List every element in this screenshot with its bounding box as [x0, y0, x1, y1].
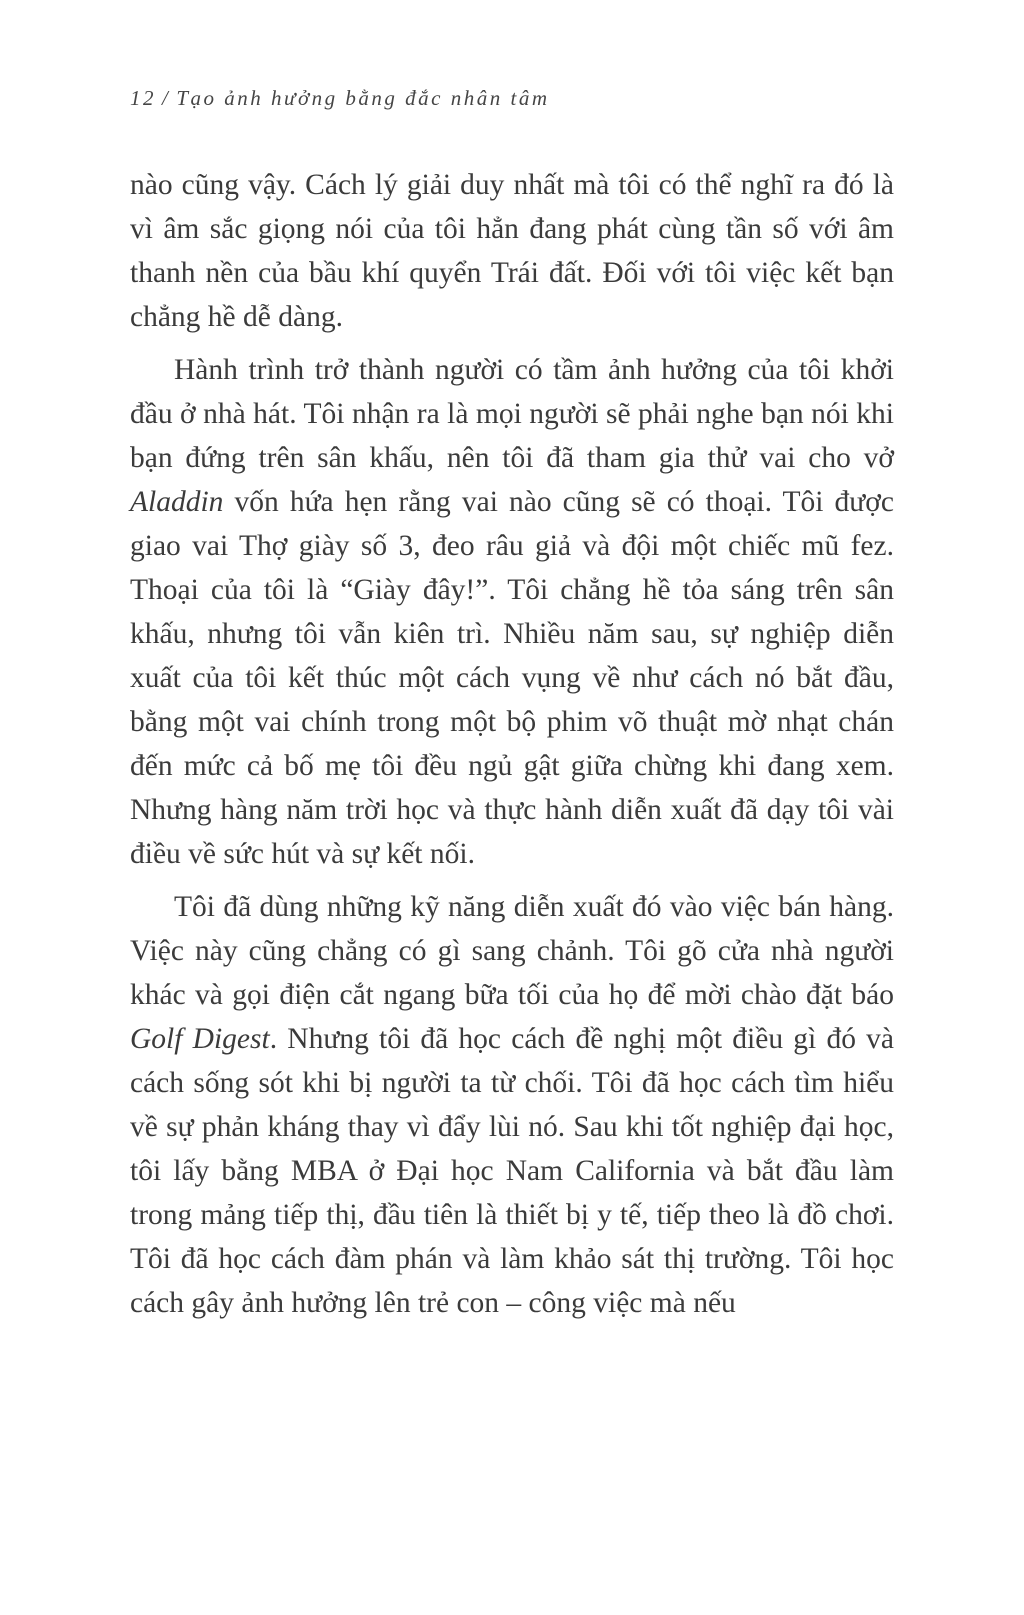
paragraph — [130, 163, 894, 339]
text-run: Hành trình trở thành người có tầm ảnh hưởng của tôi khởi đầu ở nhà hát. Tôi nhận ra là mọi người sẽ phải nghe bạn nói khi bạn đứng trên sân khấu, nên tôi đã tham gia thử vai cho vở — [130, 354, 894, 474]
text-run: Tôi đã dùng những kỹ năng diễn xuất đó vào việc bán hàng. Việc này cũng chẳng có gì sang chảnh. Tôi gõ cửa nhà người khác và gọi điện cắt ngang bữa tối của họ để mời chào đặt báo — [130, 891, 894, 1011]
text-run: vốn hứa hẹn rằng vai nào cũng sẽ có thoại. Tôi được giao vai Thợ giày số 3, đeo râu giả và đội một chiếc mũ fez. Thoại của tôi là “Giày đây!”. Tôi chẳng hề tỏa sáng trên sân khấu, nhưng tôi vẫn kiên trì. Nhiều năm sau, sự nghiệp diễn xuất của tôi kết thúc một cách vụng về như cách nó bắt đầu, bằng một vai chính trong một bộ phim võ thuật mờ nhạt chán đến mức cả bố mẹ tôi đều ngủ gật giữa chừng khi đang xem. Nhưng hàng năm trời học và thực hành diễn xuất đã dạy tôi vài điều về sức hút và sự kết nối. — [130, 486, 894, 870]
italic-text-run: Golf Digest — [130, 1023, 270, 1055]
italic-text-run: Aladdin — [130, 486, 224, 518]
paragraph — [130, 885, 894, 1325]
book-title: Tạo ảnh hưởng bằng đắc nhân tâm — [176, 86, 550, 110]
header-separator: / — [162, 86, 171, 110]
page-content — [130, 163, 894, 1325]
text-run: . Nhưng tôi đã học cách đề nghị một điều gì đó và cách sống sót khi bị người ta từ chối. Tôi đã học cách tìm hiểu về sự phản kháng thay vì đẩy lùi nó. Sau khi tốt nghiệp đại học, tôi lấy bằng MBA ở Đại học Nam California và bắt đầu làm trong mảng tiếp thị, đầu tiên là thiết bị y tế, tiếp theo là đồ chơi. Tôi đã học cách đàm phán và làm khảo sát thị trường. Tôi học cách gây ảnh hưởng lên trẻ con – công việc mà nếu — [130, 1023, 894, 1319]
text-run: nào cũng vậy. Cách lý giải duy nhất mà tôi có thể nghĩ ra đó là vì âm sắc giọng nói của tôi hẳn đang phát cùng tần số với âm thanh nền của bầu khí quyển Trái đất. Đối với tôi việc kết bạn chẳng hề dễ dàng. — [130, 169, 894, 333]
paragraph — [130, 348, 894, 876]
page-number: 12 — [130, 86, 156, 110]
running-header — [130, 86, 894, 111]
